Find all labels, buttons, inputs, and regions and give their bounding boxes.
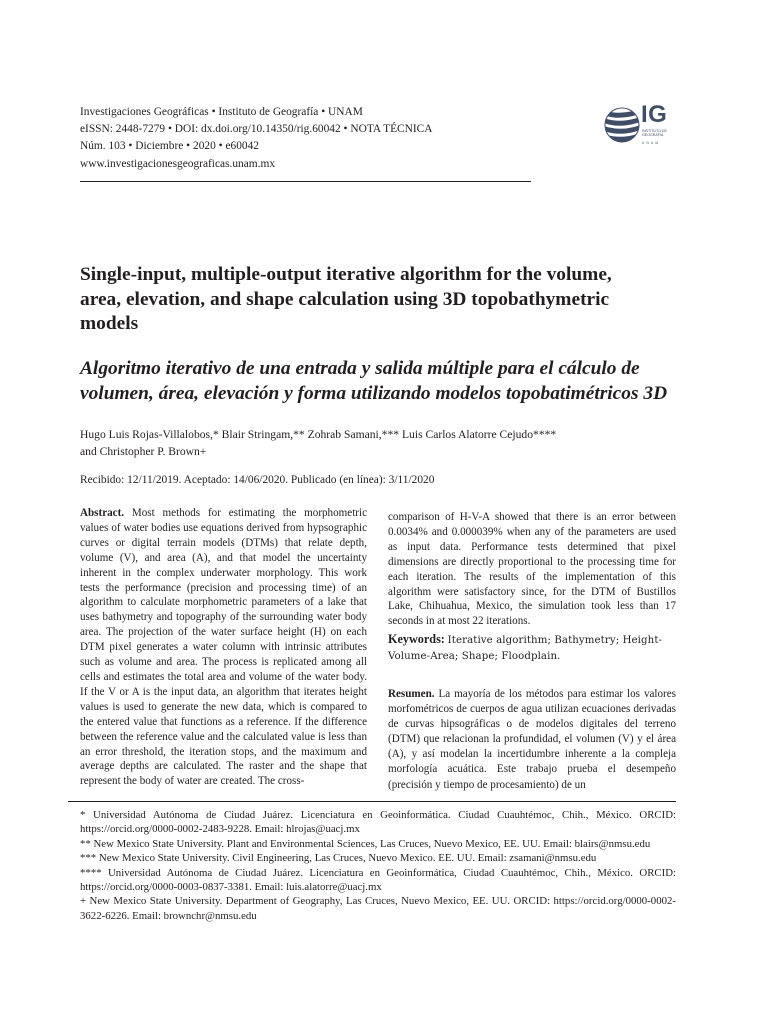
abstract-label: Abstract.	[80, 507, 125, 519]
abstract-text-left: Most methods for estimating the morphometric values of water bodies use equations derived from hypsographic curves or digital terrain models (DTMs) that relate depth, volume (V), and area (A), and that model the uncertainty inherent in the complex underwater morphology. This work tests the performance (precision and processing time) of an algorithm to calculate morphometric parameters of a lake that uses bathymetry and topography of the surrounding water body area. The projection of the water surface height (H) on each DTM pixel generates a water column with intrinsic attributes such as volume and area. The process is replicated among all cells and estimates the total area and volume of the water body. If the V or A is the input data, an algorithm that iterates height values is used to generate the new data, which is compared to the entered value that functions as a reference. If the difference between the reference value and the calculated value is less than an error threshold, the iteration stops, and the maximum and average depths are calculated. The raster and the shape that represent the body of water are created. The cross-	[80, 507, 367, 788]
institute-globe-icon	[604, 106, 640, 144]
keywords-text: Iterative algorithm; Bathymetry; Height-Volume-Area; Shape; Floodplain.	[388, 635, 663, 662]
keywords-block	[388, 632, 676, 664]
institute-logo	[604, 101, 684, 150]
authors-line-2: and Christopher P. Brown+	[80, 445, 207, 458]
abstract-column-right	[388, 510, 676, 629]
footnote-item: *** New Mexico State University. Civil Engineering, Las Cruces, Nuevo Mexico. EE. UU. Email: zsamani@nmsu.edu	[80, 852, 597, 865]
journal-line-4[interactable]: www.investigacionesgeograficas.unam.mx	[80, 157, 276, 170]
author-footnotes	[80, 808, 676, 923]
header-divider	[80, 181, 531, 182]
footnote-item: **** Universidad Autónoma de Ciudad Juárez. Licenciatura en Geoinformática, Ciudad Cuauhtémoc, Chih., México. ORCID: https://orcid.org/0000-0003-0837-3381. Email: luis.alatorre@uacj.mx	[80, 866, 676, 894]
journal-line-3: Núm. 103 • Diciembre • 2020 • e60042	[80, 140, 259, 153]
footnote-divider	[68, 801, 676, 802]
journal-line-2: eISSN: 2448-7279 • DOI: dx.doi.org/10.14350/rig.60042 • NOTA TÉCNICA	[80, 123, 433, 136]
journal-line-1: Investigaciones Geográficas • Instituto de Geografía • UNAM	[80, 106, 363, 118]
author-list	[80, 426, 700, 460]
footnote-item: + New Mexico State University. Department of Geography, Las Cruces, Nuevo Mexico, EE. UU. ORCID: https://orcid.org/0000-0002-3622-6226. Email: brownchr@nmsu.edu	[80, 895, 676, 922]
article-title-spanish: Algoritmo iterativo de una entrada y salida múltiple para el cálculo de volumen, área, elevación y forma utilizando modelos topobatimétricos 3D	[80, 358, 668, 405]
abstract-text-right: comparison of H-V-A showed that there is an error between 0.0034% and 0.000039% when any of the parameters are used as input data. Performance tests determined that pixel dimensions are directly proportional to the processing time for each iteration. The results of the implementation of this algorithm were satisfactory since, for the DTM of Bustillos Lake, Chihuahua, Mexico, the simulation took less than 17 seconds in at most 22 iterations.	[388, 511, 676, 628]
institute-abbr: IG	[641, 101, 668, 128]
keywords-label: Keywords:	[388, 632, 445, 646]
footnote-item: ** New Mexico State University. Plant and Environmental Sciences, Las Cruces, Nuevo Mexico, EE. UU. Email: blairs@nmsu.edu	[80, 837, 651, 850]
resumen-label: Resumen.	[388, 688, 435, 700]
resumen-block	[388, 687, 676, 793]
authors-line-1: Hugo Luis Rojas-Villalobos,* Blair Stringam,** Zohrab Samani,*** Luis Carlos Alatorre Cejudo****	[80, 428, 557, 441]
institute-university: UNAM	[642, 141, 661, 145]
publication-dates: Recibido: 12/11/2019. Aceptado: 14/06/2020. Publicado (en línea): 3/11/2020	[80, 474, 435, 486]
footnote-item: * Universidad Autónoma de Ciudad Juárez. Licenciatura en Geoinformática. Ciudad Cuauhtémoc, Chih., México. ORCID: https://orcid.org/0000-0002-2483-9228. Email: hlrojas@uacj.mx	[80, 809, 676, 836]
resumen-text: La mayoría de los métodos para estimar los valores morfométricos de cuerpos de agua utilizan ecuaciones derivadas de curvas hipsográficas o de modelos digitales del terreno (DTM) que relacionan la profundidad, el volumen (V) y el área (A), y así modelan la incertidumbre inherente a la compleja morfología acuática. Este trabajo prueba el desempeño (precisión y tiempo de procesamiento) de un	[388, 688, 676, 791]
journal-header	[80, 104, 530, 173]
institute-name: INSTITUTO DE GEOGRAFÍA	[642, 129, 667, 138]
abstract-column-left	[80, 506, 367, 789]
article-title-english: Single-input, multiple-output iterative algorithm for the volume, area, elevation, and shape calculation using 3D topobathymetric models	[80, 264, 612, 335]
